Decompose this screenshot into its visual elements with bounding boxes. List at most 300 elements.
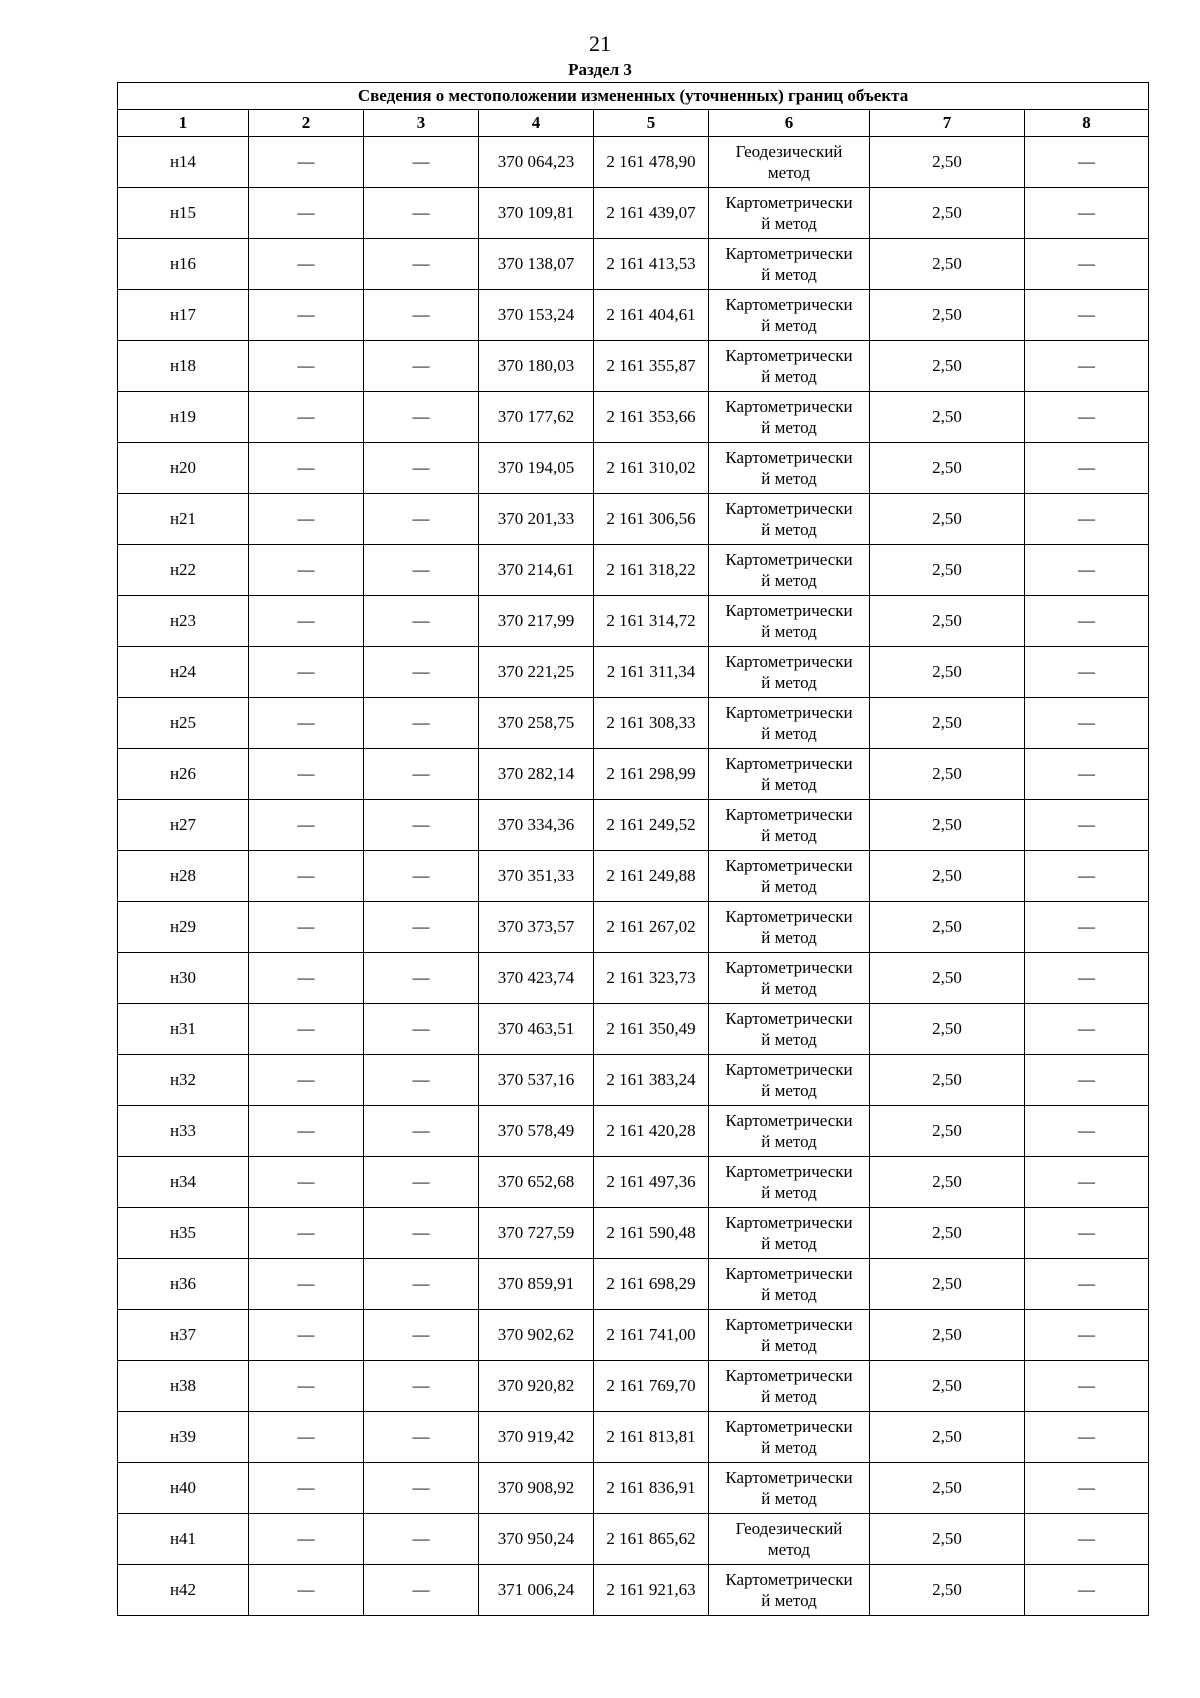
- empty-dash-cell: —: [1025, 953, 1149, 1004]
- y-coordinate-cell: 2 161 350,49: [594, 1004, 709, 1055]
- empty-dash-cell: —: [364, 392, 479, 443]
- point-name-cell: н32: [118, 1055, 249, 1106]
- method-line-2: й метод: [761, 1081, 817, 1100]
- empty-dash-cell: —: [1025, 188, 1149, 239]
- method-line-2: й метод: [761, 367, 817, 386]
- point-name-cell: н29: [118, 902, 249, 953]
- empty-dash-cell: —: [364, 851, 479, 902]
- method-line-1: Картометрически: [725, 1213, 853, 1232]
- method-cell: [709, 800, 870, 851]
- method-line-2: й метод: [761, 1183, 817, 1202]
- table-row: [118, 1259, 1149, 1310]
- point-name-cell: н41: [118, 1514, 249, 1565]
- empty-dash-cell: —: [364, 443, 479, 494]
- accuracy-cell: 2,50: [870, 1361, 1025, 1412]
- empty-dash-cell: —: [364, 239, 479, 290]
- point-name-cell: н27: [118, 800, 249, 851]
- x-coordinate-cell: 370 463,51: [479, 1004, 594, 1055]
- method-line-2: й метод: [761, 775, 817, 794]
- x-coordinate-cell: 370 351,33: [479, 851, 594, 902]
- method-line-2: й метод: [761, 1336, 817, 1355]
- empty-dash-cell: —: [364, 1565, 479, 1616]
- empty-dash-cell: —: [249, 800, 364, 851]
- empty-dash-cell: —: [1025, 596, 1149, 647]
- method-cell: [709, 290, 870, 341]
- x-coordinate-cell: 370 950,24: [479, 1514, 594, 1565]
- method-cell: [709, 1106, 870, 1157]
- point-name-cell: н42: [118, 1565, 249, 1616]
- method-line-1: Картометрически: [725, 1060, 853, 1079]
- method-line-1: Картометрически: [725, 703, 853, 722]
- accuracy-cell: 2,50: [870, 392, 1025, 443]
- method-cell: [709, 239, 870, 290]
- method-line-2: й метод: [761, 724, 817, 743]
- empty-dash-cell: —: [249, 902, 364, 953]
- empty-dash-cell: —: [1025, 749, 1149, 800]
- empty-dash-cell: —: [1025, 800, 1149, 851]
- point-name-cell: н28: [118, 851, 249, 902]
- method-cell: [709, 1310, 870, 1361]
- point-name-cell: н40: [118, 1463, 249, 1514]
- method-line-1: Картометрически: [725, 1570, 853, 1589]
- method-cell: [709, 1463, 870, 1514]
- method-line-1: Картометрически: [725, 448, 853, 467]
- method-line-2: й метод: [761, 928, 817, 947]
- accuracy-cell: 2,50: [870, 188, 1025, 239]
- empty-dash-cell: —: [364, 290, 479, 341]
- method-line-1: Картометрически: [725, 856, 853, 875]
- empty-dash-cell: —: [1025, 392, 1149, 443]
- accuracy-cell: 2,50: [870, 137, 1025, 188]
- empty-dash-cell: —: [364, 1055, 479, 1106]
- x-coordinate-cell: 370 214,61: [479, 545, 594, 596]
- method-line-1: Картометрически: [725, 499, 853, 518]
- table-row: [118, 1514, 1149, 1565]
- y-coordinate-cell: 2 161 420,28: [594, 1106, 709, 1157]
- x-coordinate-cell: 370 334,36: [479, 800, 594, 851]
- method-line-2: й метод: [761, 622, 817, 641]
- y-coordinate-cell: 2 161 413,53: [594, 239, 709, 290]
- method-line-1: Геодезический: [735, 1519, 843, 1538]
- column-number: 8: [1025, 110, 1149, 137]
- x-coordinate-cell: 370 902,62: [479, 1310, 594, 1361]
- method-line-2: й метод: [761, 877, 817, 896]
- method-line-2: й метод: [761, 571, 817, 590]
- x-coordinate-cell: 370 908,92: [479, 1463, 594, 1514]
- table-row: [118, 290, 1149, 341]
- empty-dash-cell: —: [364, 1514, 479, 1565]
- empty-dash-cell: —: [364, 698, 479, 749]
- method-cell: [709, 137, 870, 188]
- point-name-cell: н18: [118, 341, 249, 392]
- method-line-2: й метод: [761, 316, 817, 335]
- y-coordinate-cell: 2 161 306,56: [594, 494, 709, 545]
- accuracy-cell: 2,50: [870, 443, 1025, 494]
- column-number: 5: [594, 110, 709, 137]
- empty-dash-cell: —: [1025, 1463, 1149, 1514]
- y-coordinate-cell: 2 161 308,33: [594, 698, 709, 749]
- x-coordinate-cell: 370 282,14: [479, 749, 594, 800]
- method-line-2: й метод: [761, 1489, 817, 1508]
- empty-dash-cell: —: [1025, 647, 1149, 698]
- y-coordinate-cell: 2 161 314,72: [594, 596, 709, 647]
- method-line-1: Картометрически: [725, 805, 853, 824]
- x-coordinate-cell: 370 578,49: [479, 1106, 594, 1157]
- empty-dash-cell: —: [249, 1412, 364, 1463]
- table-row: [118, 341, 1149, 392]
- x-coordinate-cell: 370 180,03: [479, 341, 594, 392]
- method-line-2: метод: [767, 163, 811, 182]
- method-cell: [709, 851, 870, 902]
- method-cell: [709, 1412, 870, 1463]
- method-line-1: Картометрически: [725, 1264, 853, 1283]
- x-coordinate-cell: 370 537,16: [479, 1055, 594, 1106]
- method-cell: [709, 1259, 870, 1310]
- method-line-1: Картометрически: [725, 601, 853, 620]
- table-row: [118, 1565, 1149, 1616]
- x-coordinate-cell: 370 258,75: [479, 698, 594, 749]
- empty-dash-cell: —: [1025, 902, 1149, 953]
- table-row: [118, 851, 1149, 902]
- method-cell: [709, 698, 870, 749]
- y-coordinate-cell: 2 161 478,90: [594, 137, 709, 188]
- empty-dash-cell: —: [1025, 1208, 1149, 1259]
- point-name-cell: н30: [118, 953, 249, 1004]
- empty-dash-cell: —: [249, 1208, 364, 1259]
- empty-dash-cell: —: [249, 1565, 364, 1616]
- y-coordinate-cell: 2 161 769,70: [594, 1361, 709, 1412]
- method-line-1: Картометрически: [725, 1417, 853, 1436]
- table-row: [118, 749, 1149, 800]
- y-coordinate-cell: 2 161 383,24: [594, 1055, 709, 1106]
- empty-dash-cell: —: [364, 188, 479, 239]
- method-cell: [709, 902, 870, 953]
- empty-dash-cell: —: [1025, 545, 1149, 596]
- method-cell: [709, 953, 870, 1004]
- empty-dash-cell: —: [249, 647, 364, 698]
- accuracy-cell: 2,50: [870, 1565, 1025, 1616]
- point-name-cell: н26: [118, 749, 249, 800]
- empty-dash-cell: —: [249, 749, 364, 800]
- method-line-1: Картометрически: [725, 1111, 853, 1130]
- accuracy-cell: 2,50: [870, 800, 1025, 851]
- method-line-1: Картометрически: [725, 1366, 853, 1385]
- x-coordinate-cell: 370 652,68: [479, 1157, 594, 1208]
- empty-dash-cell: —: [249, 698, 364, 749]
- method-line-2: й метод: [761, 1234, 817, 1253]
- column-number: 2: [249, 110, 364, 137]
- method-line-1: Картометрически: [725, 652, 853, 671]
- empty-dash-cell: —: [364, 1157, 479, 1208]
- empty-dash-cell: —: [364, 137, 479, 188]
- x-coordinate-cell: 370 194,05: [479, 443, 594, 494]
- empty-dash-cell: —: [249, 1055, 364, 1106]
- point-name-cell: н14: [118, 137, 249, 188]
- method-cell: [709, 1514, 870, 1565]
- accuracy-cell: 2,50: [870, 1055, 1025, 1106]
- column-number-row: [118, 110, 1149, 137]
- empty-dash-cell: —: [364, 1463, 479, 1514]
- x-coordinate-cell: 370 373,57: [479, 902, 594, 953]
- table-row: [118, 392, 1149, 443]
- table-title: Сведения о местоположении измененных (уточненных) границ объекта: [118, 83, 1149, 110]
- method-line-1: Картометрически: [725, 754, 853, 773]
- accuracy-cell: 2,50: [870, 1463, 1025, 1514]
- empty-dash-cell: —: [1025, 1106, 1149, 1157]
- method-cell: [709, 1361, 870, 1412]
- table-row: [118, 1310, 1149, 1361]
- method-cell: [709, 392, 870, 443]
- empty-dash-cell: —: [1025, 494, 1149, 545]
- method-cell: [709, 188, 870, 239]
- table-row: [118, 137, 1149, 188]
- x-coordinate-cell: 370 177,62: [479, 392, 594, 443]
- empty-dash-cell: —: [1025, 851, 1149, 902]
- accuracy-cell: 2,50: [870, 647, 1025, 698]
- empty-dash-cell: —: [249, 1361, 364, 1412]
- empty-dash-cell: —: [364, 800, 479, 851]
- accuracy-cell: 2,50: [870, 494, 1025, 545]
- table-row: [118, 902, 1149, 953]
- empty-dash-cell: —: [249, 1106, 364, 1157]
- y-coordinate-cell: 2 161 439,07: [594, 188, 709, 239]
- y-coordinate-cell: 2 161 921,63: [594, 1565, 709, 1616]
- empty-dash-cell: —: [364, 1004, 479, 1055]
- accuracy-cell: 2,50: [870, 341, 1025, 392]
- x-coordinate-cell: 370 920,82: [479, 1361, 594, 1412]
- accuracy-cell: 2,50: [870, 1412, 1025, 1463]
- empty-dash-cell: —: [249, 188, 364, 239]
- table-row: [118, 953, 1149, 1004]
- method-cell: [709, 1004, 870, 1055]
- method-line-2: й метод: [761, 1285, 817, 1304]
- empty-dash-cell: —: [249, 290, 364, 341]
- point-name-cell: н21: [118, 494, 249, 545]
- method-line-2: й метод: [761, 1132, 817, 1151]
- empty-dash-cell: —: [1025, 1565, 1149, 1616]
- y-coordinate-cell: 2 161 355,87: [594, 341, 709, 392]
- empty-dash-cell: —: [249, 239, 364, 290]
- y-coordinate-cell: 2 161 865,62: [594, 1514, 709, 1565]
- method-line-2: метод: [767, 1540, 811, 1559]
- point-name-cell: н35: [118, 1208, 249, 1259]
- empty-dash-cell: —: [1025, 341, 1149, 392]
- empty-dash-cell: —: [249, 1514, 364, 1565]
- accuracy-cell: 2,50: [870, 545, 1025, 596]
- accuracy-cell: 2,50: [870, 1259, 1025, 1310]
- method-cell: [709, 647, 870, 698]
- empty-dash-cell: —: [1025, 239, 1149, 290]
- method-cell: [709, 545, 870, 596]
- boundary-coordinates-table: [117, 82, 1149, 1616]
- table-row: [118, 698, 1149, 749]
- method-line-1: Картометрически: [725, 550, 853, 569]
- point-name-cell: н37: [118, 1310, 249, 1361]
- accuracy-cell: 2,50: [870, 1004, 1025, 1055]
- empty-dash-cell: —: [1025, 1310, 1149, 1361]
- accuracy-cell: 2,50: [870, 953, 1025, 1004]
- empty-dash-cell: —: [1025, 1157, 1149, 1208]
- accuracy-cell: 2,50: [870, 290, 1025, 341]
- y-coordinate-cell: 2 161 497,36: [594, 1157, 709, 1208]
- x-coordinate-cell: 370 138,07: [479, 239, 594, 290]
- method-line-2: й метод: [761, 520, 817, 539]
- x-coordinate-cell: 370 423,74: [479, 953, 594, 1004]
- accuracy-cell: 2,50: [870, 698, 1025, 749]
- table-row: [118, 647, 1149, 698]
- y-coordinate-cell: 2 161 298,99: [594, 749, 709, 800]
- table-row: [118, 1004, 1149, 1055]
- method-line-1: Картометрически: [725, 907, 853, 926]
- method-cell: [709, 1208, 870, 1259]
- point-name-cell: н17: [118, 290, 249, 341]
- method-line-1: Картометрически: [725, 1315, 853, 1334]
- column-number: 1: [118, 110, 249, 137]
- table-row: [118, 1208, 1149, 1259]
- table-row: [118, 1055, 1149, 1106]
- table-row: [118, 239, 1149, 290]
- accuracy-cell: 2,50: [870, 1208, 1025, 1259]
- y-coordinate-cell: 2 161 249,88: [594, 851, 709, 902]
- empty-dash-cell: —: [364, 494, 479, 545]
- empty-dash-cell: —: [1025, 137, 1149, 188]
- empty-dash-cell: —: [364, 1412, 479, 1463]
- point-name-cell: н22: [118, 545, 249, 596]
- empty-dash-cell: —: [249, 494, 364, 545]
- y-coordinate-cell: 2 161 741,00: [594, 1310, 709, 1361]
- method-line-2: й метод: [761, 826, 817, 845]
- x-coordinate-cell: 370 859,91: [479, 1259, 594, 1310]
- accuracy-cell: 2,50: [870, 1157, 1025, 1208]
- table-body: [118, 137, 1149, 1616]
- method-line-1: Картометрически: [725, 958, 853, 977]
- empty-dash-cell: —: [1025, 1412, 1149, 1463]
- empty-dash-cell: —: [364, 545, 479, 596]
- accuracy-cell: 2,50: [870, 851, 1025, 902]
- method-line-1: Картометрически: [725, 1162, 853, 1181]
- y-coordinate-cell: 2 161 813,81: [594, 1412, 709, 1463]
- section-title: Раздел 3: [568, 60, 632, 79]
- table-row: [118, 188, 1149, 239]
- table-row: [118, 1106, 1149, 1157]
- point-name-cell: н16: [118, 239, 249, 290]
- y-coordinate-cell: 2 161 353,66: [594, 392, 709, 443]
- empty-dash-cell: —: [364, 953, 479, 1004]
- method-line-1: Картометрически: [725, 244, 853, 263]
- x-coordinate-cell: 370 919,42: [479, 1412, 594, 1463]
- table-row: [118, 1361, 1149, 1412]
- empty-dash-cell: —: [249, 392, 364, 443]
- empty-dash-cell: —: [1025, 290, 1149, 341]
- point-name-cell: н39: [118, 1412, 249, 1463]
- empty-dash-cell: —: [1025, 1259, 1149, 1310]
- x-coordinate-cell: 370 221,25: [479, 647, 594, 698]
- empty-dash-cell: —: [249, 1463, 364, 1514]
- column-number: 7: [870, 110, 1025, 137]
- table-row: [118, 494, 1149, 545]
- table-row: [118, 443, 1149, 494]
- point-name-cell: н20: [118, 443, 249, 494]
- method-cell: [709, 341, 870, 392]
- empty-dash-cell: —: [1025, 698, 1149, 749]
- point-name-cell: н24: [118, 647, 249, 698]
- method-cell: [709, 1565, 870, 1616]
- empty-dash-cell: —: [249, 1310, 364, 1361]
- point-name-cell: н25: [118, 698, 249, 749]
- y-coordinate-cell: 2 161 404,61: [594, 290, 709, 341]
- empty-dash-cell: —: [1025, 443, 1149, 494]
- method-line-2: й метод: [761, 418, 817, 437]
- point-name-cell: н34: [118, 1157, 249, 1208]
- column-number: 3: [364, 110, 479, 137]
- method-line-1: Картометрически: [725, 193, 853, 212]
- method-cell: [709, 749, 870, 800]
- method-line-2: й метод: [761, 1387, 817, 1406]
- empty-dash-cell: —: [249, 851, 364, 902]
- column-number: 6: [709, 110, 870, 137]
- table-row: [118, 1463, 1149, 1514]
- method-line-2: й метод: [761, 1591, 817, 1610]
- point-name-cell: н19: [118, 392, 249, 443]
- empty-dash-cell: —: [1025, 1004, 1149, 1055]
- method-line-2: й метод: [761, 673, 817, 692]
- empty-dash-cell: —: [249, 341, 364, 392]
- method-line-2: й метод: [761, 1438, 817, 1457]
- x-coordinate-cell: 370 109,81: [479, 188, 594, 239]
- empty-dash-cell: —: [249, 1157, 364, 1208]
- method-line-1: Геодезический: [735, 142, 843, 161]
- empty-dash-cell: —: [364, 1208, 479, 1259]
- y-coordinate-cell: 2 161 318,22: [594, 545, 709, 596]
- point-name-cell: н38: [118, 1361, 249, 1412]
- y-coordinate-cell: 2 161 311,34: [594, 647, 709, 698]
- accuracy-cell: 2,50: [870, 1106, 1025, 1157]
- method-line-1: Картометрически: [725, 397, 853, 416]
- method-cell: [709, 596, 870, 647]
- method-cell: [709, 443, 870, 494]
- empty-dash-cell: —: [364, 341, 479, 392]
- empty-dash-cell: —: [364, 1361, 479, 1412]
- method-line-2: й метод: [761, 1030, 817, 1049]
- page-number: 21: [589, 31, 611, 56]
- empty-dash-cell: —: [1025, 1055, 1149, 1106]
- accuracy-cell: 2,50: [870, 1514, 1025, 1565]
- empty-dash-cell: —: [249, 137, 364, 188]
- accuracy-cell: 2,50: [870, 749, 1025, 800]
- accuracy-cell: 2,50: [870, 239, 1025, 290]
- y-coordinate-cell: 2 161 698,29: [594, 1259, 709, 1310]
- empty-dash-cell: —: [249, 443, 364, 494]
- method-line-1: Картометрически: [725, 295, 853, 314]
- x-coordinate-cell: 370 153,24: [479, 290, 594, 341]
- empty-dash-cell: —: [249, 596, 364, 647]
- empty-dash-cell: —: [364, 1310, 479, 1361]
- y-coordinate-cell: 2 161 836,91: [594, 1463, 709, 1514]
- x-coordinate-cell: 371 006,24: [479, 1565, 594, 1616]
- x-coordinate-cell: 370 217,99: [479, 596, 594, 647]
- y-coordinate-cell: 2 161 590,48: [594, 1208, 709, 1259]
- method-cell: [709, 1055, 870, 1106]
- y-coordinate-cell: 2 161 249,52: [594, 800, 709, 851]
- method-line-1: Картометрически: [725, 1468, 853, 1487]
- empty-dash-cell: —: [364, 1259, 479, 1310]
- point-name-cell: н33: [118, 1106, 249, 1157]
- method-line-2: й метод: [761, 214, 817, 233]
- point-name-cell: н23: [118, 596, 249, 647]
- empty-dash-cell: —: [364, 647, 479, 698]
- x-coordinate-cell: 370 727,59: [479, 1208, 594, 1259]
- empty-dash-cell: —: [249, 1004, 364, 1055]
